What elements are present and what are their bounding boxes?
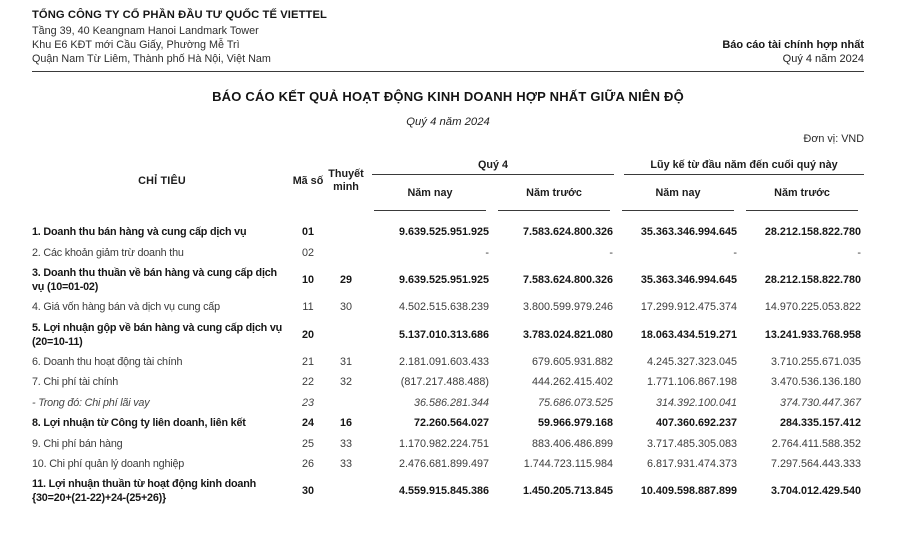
table-row-jv-associates-profit — [32, 413, 864, 433]
cell-q4-current: (817.217.488.488) — [400, 376, 489, 389]
row-code: 22 — [301, 376, 314, 389]
cell-q4-prior: 59.966.979.168 — [537, 417, 613, 430]
cell-q4-current: 36.586.281.344 — [413, 396, 489, 409]
column-group-quarter-label: Quý 4 — [477, 159, 508, 171]
row-label: 5. Lợi nhuận gộp về bán hàng và cung cấp dịch vụ (20=10-11) — [32, 321, 283, 348]
row-label: 9. Chi phí bán hàng — [32, 437, 123, 450]
cell-ytd-prior: 374.730.447.367 — [779, 396, 861, 409]
row-code: 26 — [301, 457, 314, 470]
row-label: 10. Chi phí quản lý doanh nghiệp — [32, 457, 185, 470]
cell-ytd-current: 35.363.346.994.645 — [640, 226, 737, 239]
column-header-ma-so: Mã số — [292, 174, 324, 187]
company-name: TỔNG CÔNG TY CỔ PHẦN ĐẦU TƯ QUỐC TẾ VIETTEL — [32, 9, 327, 21]
cell-ytd-current: 3.717.485.305.083 — [646, 437, 737, 450]
row-label: - Trong đó: Chi phí lãi vay — [32, 396, 150, 409]
table-row-admin-expenses — [32, 454, 864, 474]
table-header — [32, 151, 864, 211]
table-row-financial-income — [32, 352, 864, 372]
cell-ytd-prior: 7.297.564.443.333 — [770, 457, 861, 470]
cell-ytd-prior: 3.470.536.136.180 — [770, 376, 861, 389]
cell-ytd-current: 4.245.327.323.045 — [646, 356, 737, 369]
row-label: 2. Các khoản giảm trừ doanh thu — [32, 246, 184, 259]
cell-q4-prior: 7.583.624.800.326 — [522, 273, 613, 286]
column-group-ytd — [624, 151, 864, 175]
cell-q4-prior: 444.262.415.402 — [531, 376, 613, 389]
cell-q4-prior: 679.605.931.882 — [531, 356, 613, 369]
cell-ytd-current: - — [733, 246, 737, 259]
column-header-thuyet-minh: Thuyết minh — [328, 168, 364, 193]
row-code: 24 — [301, 417, 314, 430]
column-group-quarter — [372, 151, 614, 175]
row-note: 16 — [339, 417, 352, 430]
cell-q4-current: 4.502.515.638.239 — [398, 301, 489, 314]
cell-ytd-current: 1.771.106.867.198 — [646, 376, 737, 389]
company-address-line: Quận Nam Từ Liêm, Thành phố Hà Nội, Việt Nam — [32, 53, 271, 65]
cell-q4-prior: 1.744.723.115.984 — [523, 457, 613, 470]
row-note: 30 — [339, 301, 352, 314]
cell-q4-prior: - — [609, 246, 613, 259]
row-note: 33 — [339, 437, 352, 450]
cell-ytd-current: 10.409.598.887.899 — [640, 485, 737, 498]
report-period: Quý 4 năm 2024 — [782, 53, 864, 65]
cell-q4-prior: 3.783.024.821.080 — [522, 328, 613, 341]
cell-ytd-prior: - — [857, 246, 861, 259]
cell-q4-current: 1.170.982.224.751 — [398, 437, 489, 450]
column-header-q4-current-year: Năm nay — [374, 175, 486, 211]
table-row-operating-profit — [32, 474, 864, 508]
row-code: 30 — [301, 485, 314, 498]
row-label: 4. Giá vốn hàng bán và dịch vụ cung cấp — [32, 301, 220, 314]
cell-q4-prior: 883.406.486.899 — [531, 437, 613, 450]
row-note: 31 — [339, 356, 352, 369]
column-group-ytd-label: Lũy kế từ đầu năm đến cuối quý này — [650, 159, 838, 171]
row-note: 33 — [339, 457, 352, 470]
report-subtitle: Quý 4 năm 2024 — [406, 116, 490, 128]
cell-q4-current: - — [485, 246, 489, 259]
currency-unit-label: Đơn vị: VND — [803, 133, 864, 145]
cell-ytd-prior: 3.710.255.671.035 — [770, 356, 861, 369]
row-code: 02 — [301, 246, 314, 259]
company-address-line: Tầng 39, 40 Keangnam Hanoi Landmark Tower — [32, 25, 259, 37]
cell-q4-current: 5.137.010.313.686 — [398, 328, 489, 341]
row-code: 20 — [301, 328, 314, 341]
cell-ytd-prior: 284.335.157.412 — [779, 417, 861, 430]
row-label: 6. Doanh thu hoạt động tài chính — [32, 356, 183, 369]
company-block — [32, 8, 327, 66]
cell-ytd-prior: 2.764.411.588.352 — [771, 437, 861, 450]
letterhead — [32, 8, 864, 72]
cell-ytd-prior: 3.704.012.429.540 — [770, 485, 861, 498]
table-row-interest-expense — [32, 393, 864, 413]
row-label: 1. Doanh thu bán hàng và cung cấp dịch vụ — [32, 226, 247, 239]
table-row-selling-expenses — [32, 433, 864, 453]
cell-ytd-current: 6.817.931.474.373 — [646, 457, 737, 470]
cell-q4-current: 9.639.525.951.925 — [398, 273, 489, 286]
table-row-gross-profit — [32, 318, 864, 352]
row-label: 11. Lợi nhuận thuần từ hoạt động kinh doanh {30=20+(21-22)+24-(25+26)} — [32, 478, 257, 505]
cell-q4-current: 9.639.525.951.925 — [398, 226, 489, 239]
cell-ytd-prior: 28.212.158.822.780 — [764, 273, 861, 286]
cell-q4-current: 2.181.091.603.433 — [398, 356, 489, 369]
row-note: 32 — [339, 376, 352, 389]
cell-ytd-prior: 14.970.225.053.822 — [764, 301, 861, 314]
cell-q4-current: 72.260.564.027 — [413, 417, 489, 430]
table-row-financial-expenses — [32, 372, 864, 392]
cell-ytd-current: 17.299.912.475.374 — [640, 301, 737, 314]
company-address-line: Khu E6 KĐT mới Cầu Giấy, Phường Mễ Trì — [32, 39, 240, 51]
column-header-ytd-current-year: Năm nay — [622, 175, 734, 211]
cell-ytd-current: 314.392.100.041 — [655, 396, 737, 409]
column-header-chi-tieu: CHỈ TIÊU — [138, 175, 186, 187]
row-code: 25 — [301, 437, 314, 450]
table-row-deductions — [32, 242, 864, 262]
row-code: 01 — [301, 226, 314, 239]
cell-ytd-current: 407.360.692.237 — [655, 417, 737, 430]
report-type: Báo cáo tài chính hợp nhất — [722, 39, 864, 51]
report-meta-block — [722, 38, 864, 66]
column-header-q4-prior-year: Năm trước — [498, 175, 610, 211]
cell-ytd-prior: 13.241.933.768.958 — [764, 328, 861, 341]
table-row-net-revenue — [32, 263, 864, 297]
report-title: BÁO CÁO KẾT QUẢ HOẠT ĐỘNG KINH DOANH HỢP NHẤT GIỮA NIÊN ĐỘ — [212, 89, 684, 104]
row-label: 3. Doanh thu thuần về bán hàng và cung cấp dịch vụ (10=01-02) — [32, 266, 277, 293]
table-row-cogs — [32, 297, 864, 317]
table-body — [32, 222, 864, 509]
row-note: 29 — [339, 273, 352, 286]
cell-q4-current: 4.559.915.845.386 — [398, 485, 489, 498]
cell-ytd-prior: 28.212.158.822.780 — [764, 226, 861, 239]
table-row-revenue — [32, 222, 864, 242]
row-code: 23 — [301, 396, 314, 409]
row-code: 11 — [302, 301, 314, 314]
cell-q4-prior: 7.583.624.800.326 — [522, 226, 613, 239]
cell-q4-prior: 75.686.073.525 — [537, 396, 613, 409]
cell-ytd-current: 35.363.346.994.645 — [640, 273, 737, 286]
row-label: 7. Chi phí tài chính — [32, 376, 119, 389]
cell-q4-prior: 1.450.205.713.845 — [522, 485, 613, 498]
row-code: 10 — [301, 273, 314, 286]
cell-q4-prior: 3.800.599.979.246 — [522, 301, 613, 314]
cell-ytd-current: 18.063.434.519.271 — [640, 328, 737, 341]
column-header-ytd-prior-year: Năm trước — [746, 175, 858, 211]
row-label: 8. Lợi nhuận từ Công ty liên doanh, liên kết — [32, 417, 246, 430]
cell-q4-current: 2.476.681.899.497 — [398, 457, 489, 470]
row-code: 21 — [301, 356, 314, 369]
